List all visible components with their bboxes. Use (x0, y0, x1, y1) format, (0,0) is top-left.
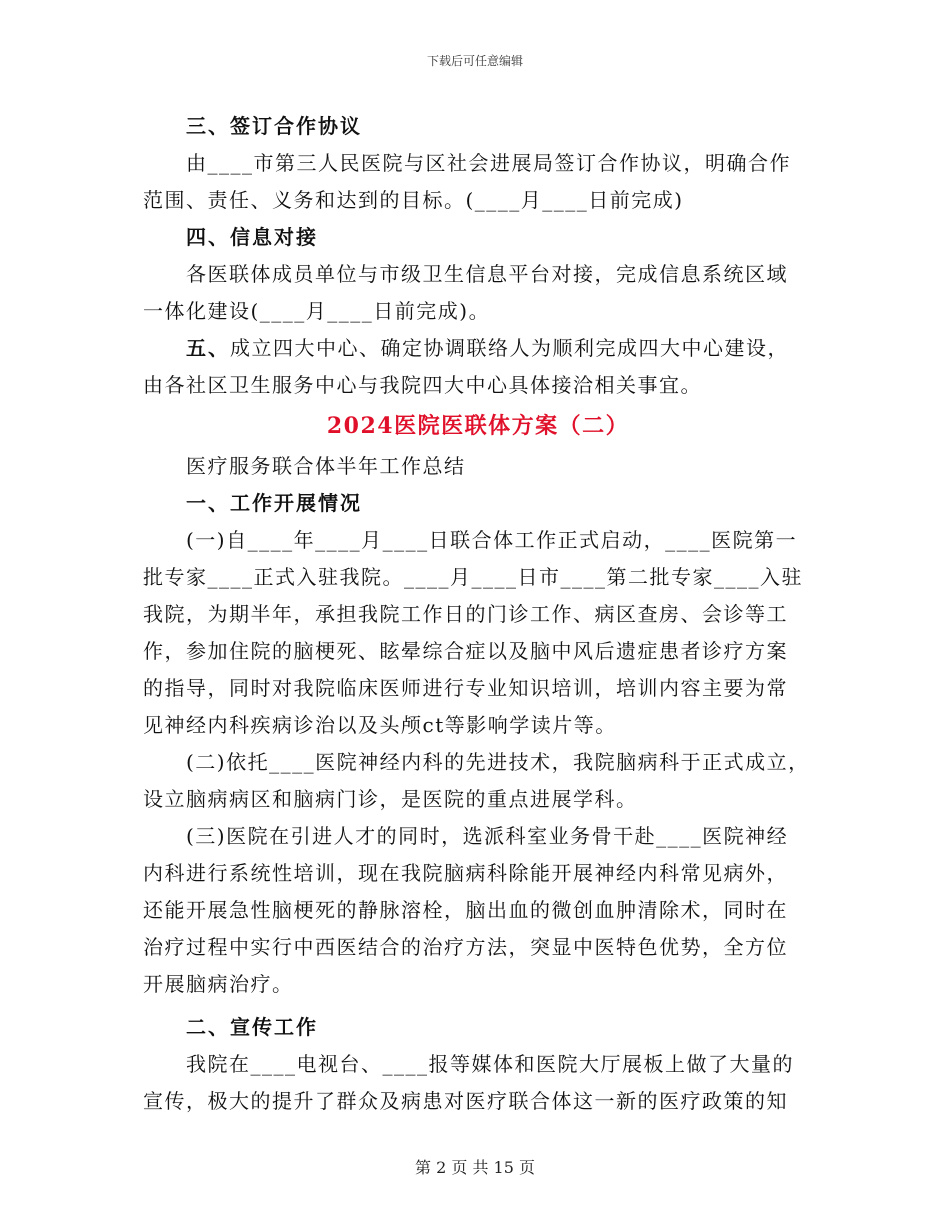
paragraph-line: 范围、责任、义务和达到的目标。(____月____日前完成) (143, 188, 684, 212)
document-subtitle: 医疗服务联合体半年工作总结 (186, 454, 466, 478)
paragraph-line: 还能开展急性脑梗死的静脉溶栓，脑出血的微创血肿清除术，同时在 (143, 898, 788, 922)
paragraph-line: 宣传，极大的提升了群众及病患对医疗联合体这一新的医疗政策的知 (143, 1089, 788, 1113)
paragraph-line: 我院在____电视台、____报等媒体和医院大厅展板上做了大量的 (186, 1052, 794, 1076)
document-title: 2024医院医联体方案（二） (326, 413, 630, 439)
section-heading-3: 三、签订合作协议 (186, 114, 362, 138)
paragraph-line: 我院，为期半年，承担我院工作日的门诊工作、病区查房、会诊等工 (143, 602, 788, 626)
paragraph-text: 成立四大中心、确定协调联络人为顺利完成四大中心建设， (230, 336, 789, 360)
paragraph-line: 见神经内科疾病诊治以及头颅ct等影响学读片等。 (143, 713, 617, 737)
paragraph-line: 作，参加住院的脑梗死、眩晕综合症以及脑中风后遗症患者诊疗方案 (143, 639, 788, 663)
section5-line (143, 330, 813, 367)
page-header-note: 下载后可任意编辑 (426, 54, 523, 68)
paragraph-line: 由____市第三人民医院与区社会进展局签订合作协议，明确合作 (186, 151, 791, 175)
part-heading-1: 一、工作开展情况 (186, 491, 362, 515)
paragraph-line: 设立脑病病区和脑病门诊，是医院的重点进展学科。 (143, 787, 638, 811)
paragraph-line: (二)依托____医院神经内科的先进技术，我院脑病科于正式成立， (186, 750, 810, 774)
paragraph-line: 治疗过程中实行中西医结合的治疗方法，突显中医特色优势，全方位 (143, 935, 788, 959)
section-heading-5: 五、 (186, 336, 230, 360)
paragraph-line: 开展脑病治疗。 (143, 972, 294, 996)
document-body (143, 108, 813, 1120)
part-heading-2: 二、宣传工作 (186, 1015, 318, 1039)
paragraph-line: 一体化建设(____月____日前完成)。 (143, 299, 491, 323)
page-number: 第 2 页 共 15 页 (415, 1158, 535, 1177)
section-heading-4: 四、信息对接 (186, 225, 318, 249)
paragraph-line: 的指导，同时对我院临床医师进行专业知识培训，培训内容主要为常 (143, 676, 788, 700)
paragraph-line: (三)医院在引进人才的同时，选派科室业务骨干赴____医院神经 (186, 824, 789, 848)
paragraph-line: (一)自____年____月____日联合体工作正式启动，____医院第一 (186, 528, 798, 552)
paragraph-line: 批专家____正式入驻我院。____月____日市____第二批专家____入驻 (143, 565, 803, 589)
paragraph-line: 由各社区卫生服务中心与我院四大中心具体接洽相关事宜。 (143, 373, 702, 397)
paragraph-line: 内科进行系统性培训，现在我院脑病科除能开展神经内科常见病外， (143, 861, 788, 885)
paragraph-line: 各医联体成员单位与市级卫生信息平台对接，完成信息系统区域 (186, 262, 788, 286)
